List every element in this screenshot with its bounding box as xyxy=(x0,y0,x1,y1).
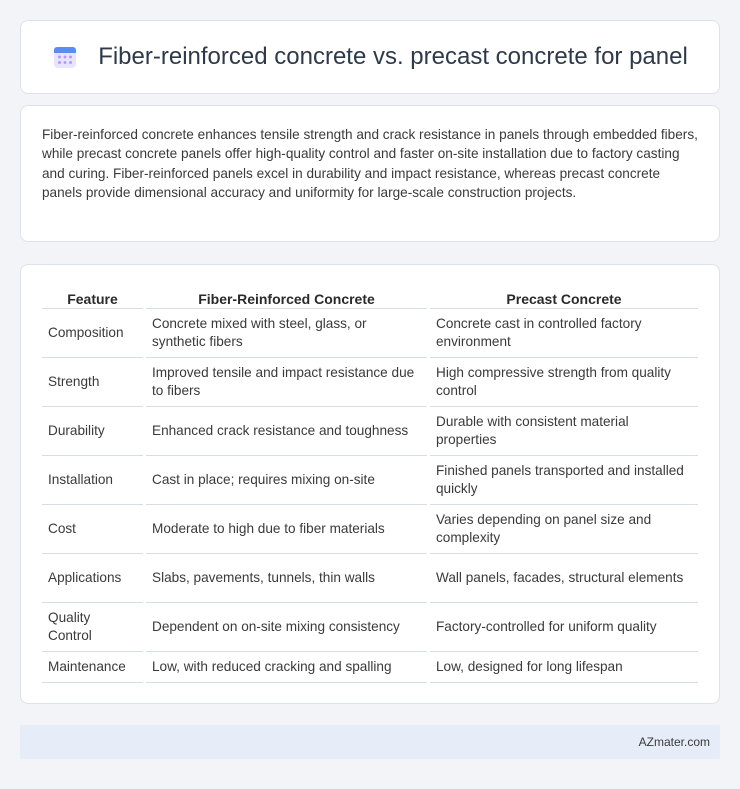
header-fiber-reinforced: Fiber-Reinforced Concrete xyxy=(146,285,427,309)
precast-cell: Wall panels, facades, structural elements xyxy=(430,554,698,603)
table-row xyxy=(42,358,698,407)
summary-card xyxy=(20,105,720,242)
feature-cell: Quality Control xyxy=(42,603,143,652)
table-header-row xyxy=(42,285,698,309)
footer-brand: AZmater.com xyxy=(638,735,710,749)
feature-cell: Maintenance xyxy=(42,652,143,683)
table-row xyxy=(42,652,698,683)
page-title: Fiber-reinforced concrete vs. precast concrete for panel xyxy=(98,43,688,70)
table-row xyxy=(42,407,698,456)
precast-cell: Low, designed for long lifespan xyxy=(430,652,698,683)
feature-cell: Applications xyxy=(42,554,143,603)
fiber-cell: Dependent on on-site mixing consistency xyxy=(146,603,427,652)
feature-cell: Durability xyxy=(42,407,143,456)
fiber-cell: Improved tensile and impact resistance due to fibers xyxy=(146,358,427,407)
table-row xyxy=(42,554,698,603)
feature-cell: Strength xyxy=(42,358,143,407)
header-feature: Feature xyxy=(42,285,143,309)
fiber-cell: Enhanced crack resistance and toughness xyxy=(146,407,427,456)
precast-cell: Durable with consistent material properties xyxy=(430,407,698,456)
comparison-table xyxy=(39,285,701,683)
precast-cell: Varies depending on panel size and complexity xyxy=(430,505,698,554)
fiber-cell: Low, with reduced cracking and spalling xyxy=(146,652,427,683)
footer-bar xyxy=(20,725,720,759)
table-row xyxy=(42,603,698,652)
precast-cell: Concrete cast in controlled factory environment xyxy=(430,309,698,358)
calendar-icon xyxy=(52,44,78,70)
table-row xyxy=(42,505,698,554)
comparison-table-card xyxy=(20,264,720,704)
fiber-cell: Moderate to high due to fiber materials xyxy=(146,505,427,554)
table-row xyxy=(42,456,698,505)
feature-cell: Installation xyxy=(42,456,143,505)
feature-cell: Cost xyxy=(42,505,143,554)
feature-cell: Composition xyxy=(42,309,143,358)
header-precast: Precast Concrete xyxy=(430,285,698,309)
fiber-cell: Concrete mixed with steel, glass, or synthetic fibers xyxy=(146,309,427,358)
precast-cell: Finished panels transported and installed quickly xyxy=(430,456,698,505)
precast-cell: High compressive strength from quality control xyxy=(430,358,698,407)
precast-cell: Factory-controlled for uniform quality xyxy=(430,603,698,652)
fiber-cell: Slabs, pavements, tunnels, thin walls xyxy=(146,554,427,603)
title-card xyxy=(20,20,720,94)
table-row xyxy=(42,309,698,358)
title-bar xyxy=(21,21,719,93)
summary-paragraph: Fiber-reinforced concrete enhances tensile strength and crack resistance in panels through embedded fibers, while precast concrete panels offer high-quality control and faster on-site installation due to factory casting and curing. Fiber-reinforced panels excel in durability and impact resistance, whereas precast concrete panels provide dimensional accuracy and uniformity for large-scale construction projects. xyxy=(42,127,698,200)
fiber-cell: Cast in place; requires mixing on-site xyxy=(146,456,427,505)
